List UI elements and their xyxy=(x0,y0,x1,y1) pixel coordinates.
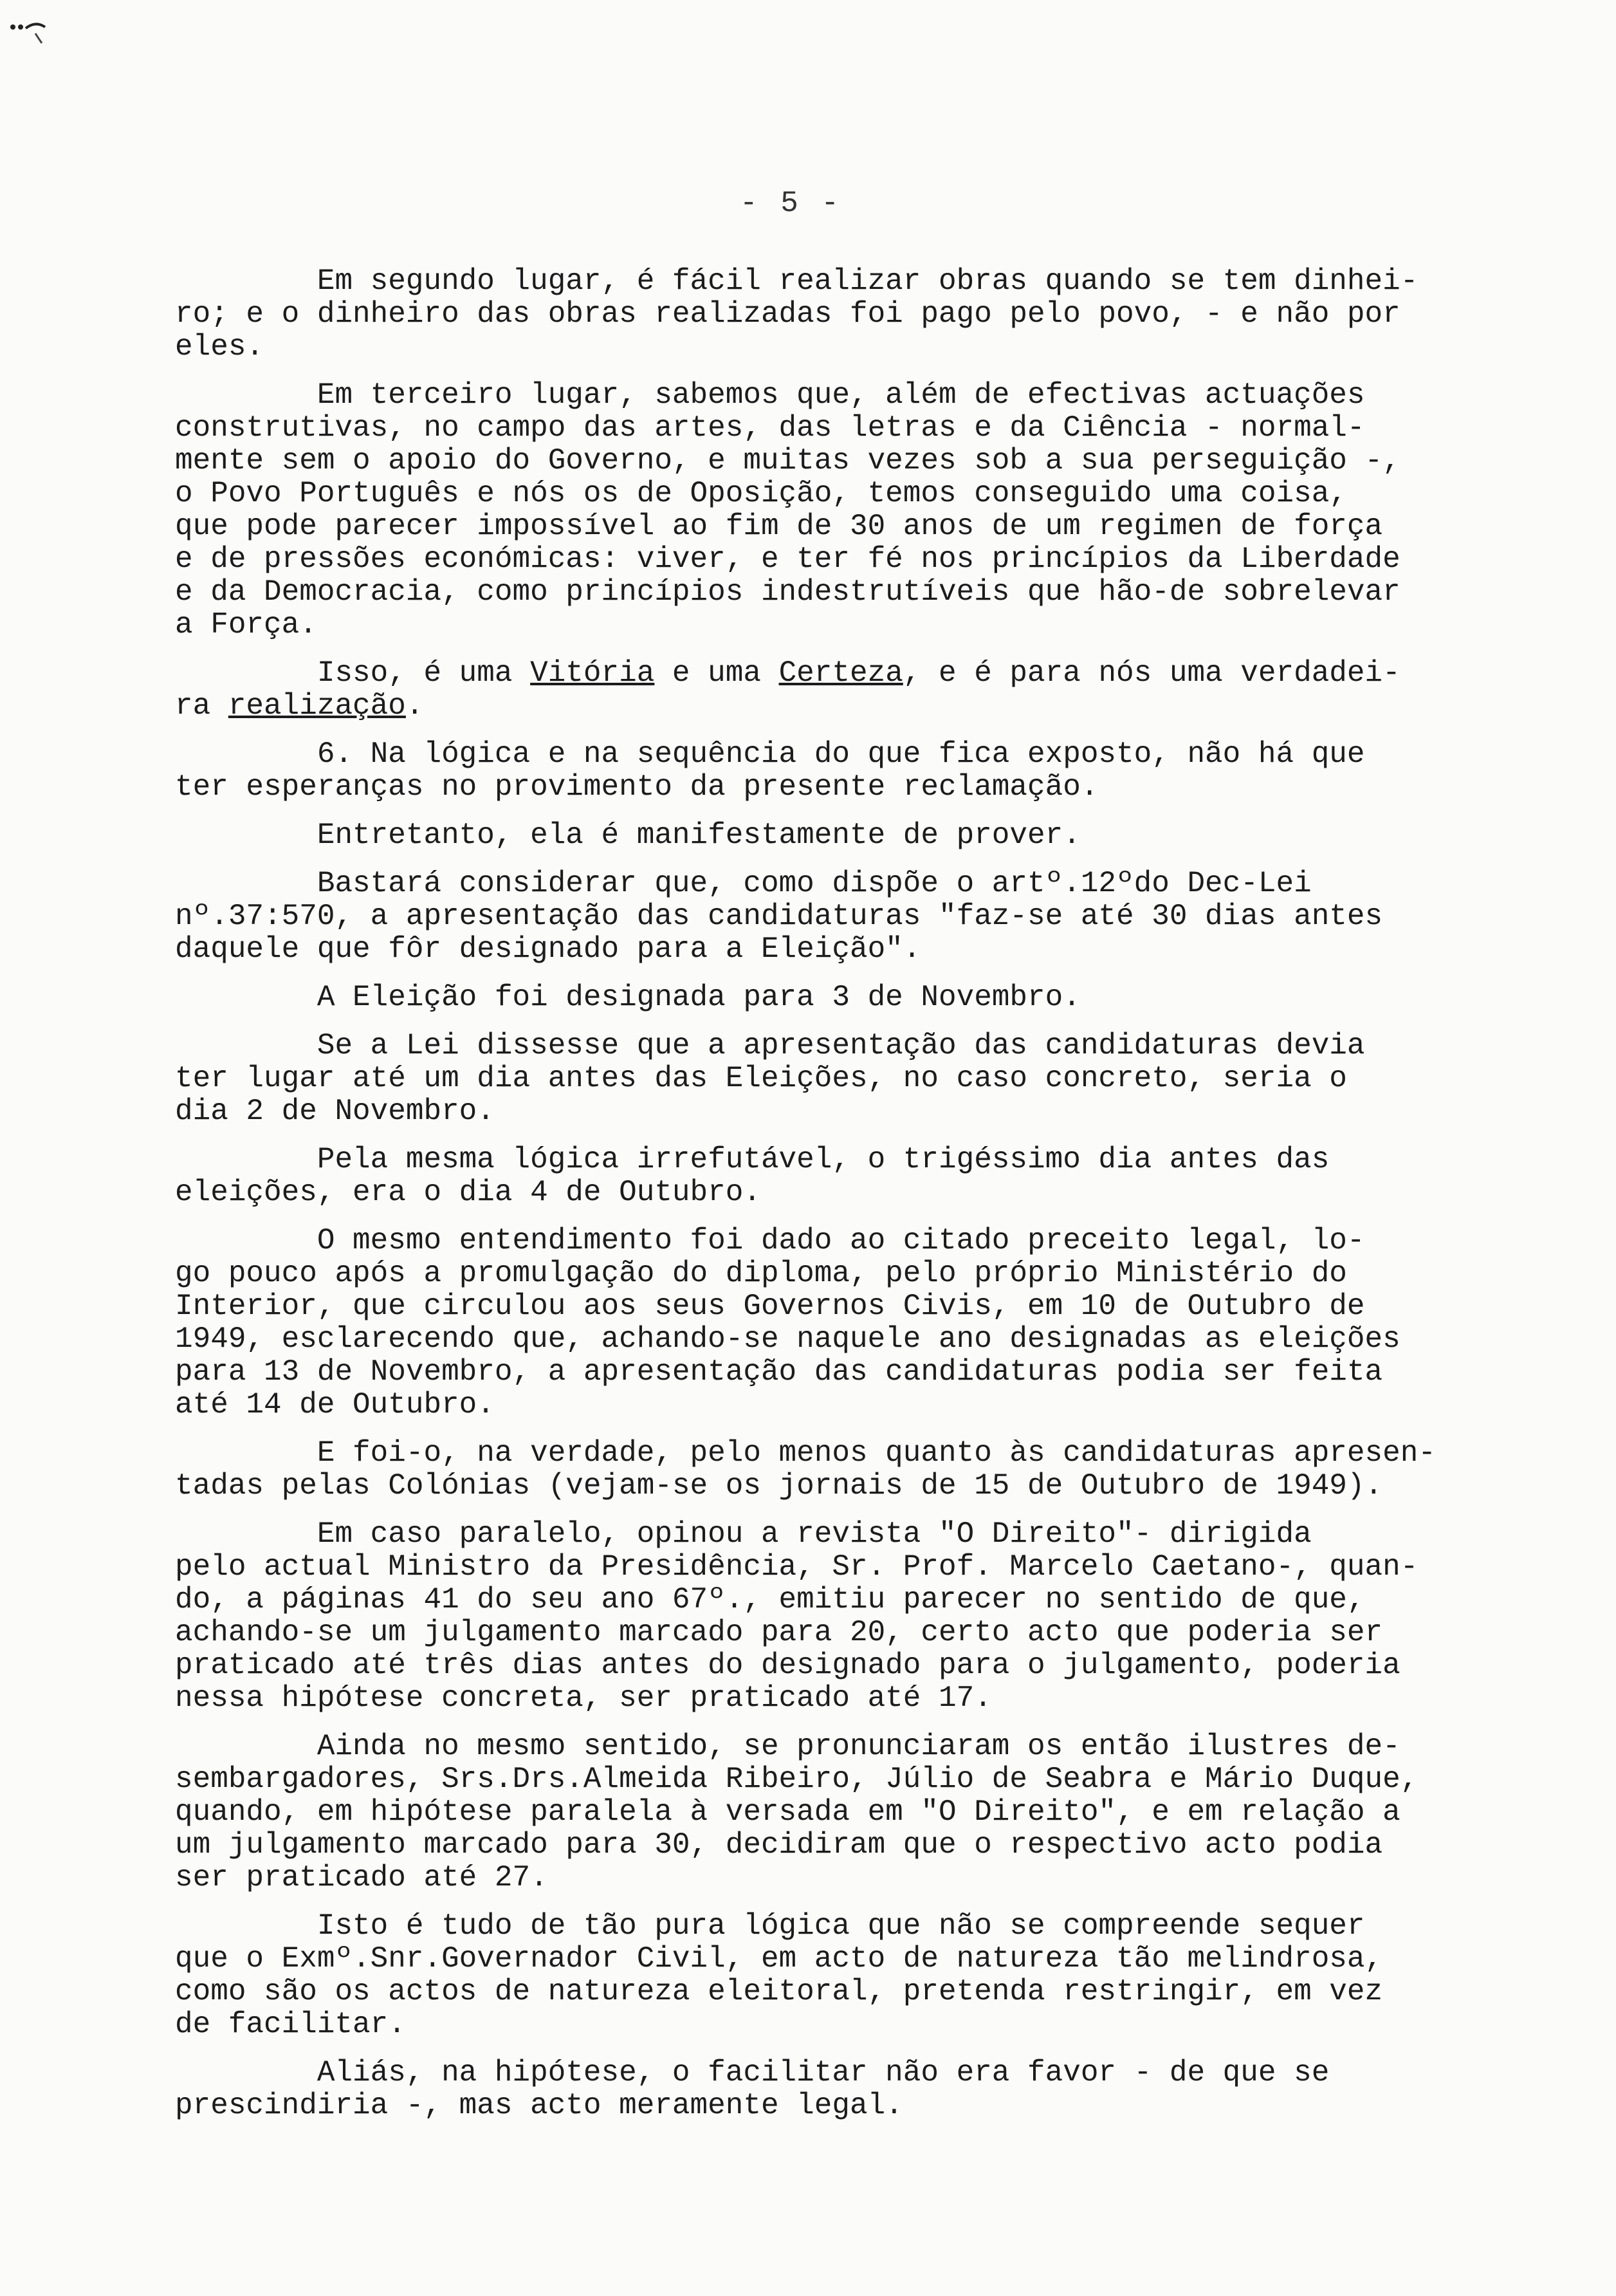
text-line: pelo actual Ministro da Presidência, Sr. Prof. Marcelo Caetano-, quan- xyxy=(175,1550,1419,1584)
text-line: quando, em hipótese paralela à versada em "O Direito", e em relação a xyxy=(175,1795,1400,1829)
paragraph xyxy=(175,1030,1590,1128)
text-line: go pouco após a promulgação do diploma, pelo próprio Ministério do xyxy=(175,1257,1347,1290)
underlined-word: Certeza xyxy=(778,656,903,690)
paragraph xyxy=(175,1730,1590,1894)
text-line: mente sem o apoio do Governo, e muitas vezes sob a sua perseguição -, xyxy=(175,444,1400,477)
text-line: e de pressões económicas: viver, e ter fé nos princípios da Liberdade xyxy=(175,542,1400,576)
underlined-word: realização xyxy=(228,689,406,723)
paragraph xyxy=(175,265,1590,364)
text-line: até 14 de Outubro. xyxy=(175,1388,495,1421)
text-line: o Povo Português e nós os de Oposição, temos conseguido uma coisa, xyxy=(175,477,1347,510)
text-line: prescindiria -, mas acto meramente legal. xyxy=(175,2089,903,2122)
document-body xyxy=(175,265,1590,2138)
text-line: ser praticado até 27. xyxy=(175,1861,548,1894)
text-line: Em caso paralelo, opinou a revista "O Direito"- dirigida xyxy=(175,1517,1312,1551)
text-segment: Isso, é uma xyxy=(175,656,531,690)
text-line: de facilitar. xyxy=(175,2008,406,2041)
paragraph xyxy=(175,2057,1590,2122)
text-line: eles. xyxy=(175,330,264,364)
text-line: Interior, que circulou aos seus Governos Civis, em 10 de Outubro de xyxy=(175,1290,1365,1323)
text-line: daquele que fôr designado para a Eleição". xyxy=(175,932,921,966)
text-line: um julgamento marcado para 30, decidiram que o respectivo acto podia xyxy=(175,1828,1383,1862)
text-line: eleições, era o dia 4 de Outubro. xyxy=(175,1176,761,1209)
text-line: a Força. xyxy=(175,608,317,642)
paragraph xyxy=(175,1518,1590,1715)
text-line: que pode parecer impossível ao fim de 30 anos de um regimen de força xyxy=(175,510,1383,543)
text-line: O mesmo entendimento foi dado ao citado preceito legal, lo- xyxy=(175,1224,1365,1257)
text-line: nº.37:570, a apresentação das candidaturas "faz-se até 30 dias antes xyxy=(175,900,1383,933)
text-line: 1949, esclarecendo que, achando-se naquele ano designadas as eleições xyxy=(175,1322,1400,1356)
text-segment: , e é para nós uma verdadei- xyxy=(903,656,1400,690)
text-segment: e uma xyxy=(654,656,779,690)
text-line: praticado até três dias antes do designado para o julgamento, poderia xyxy=(175,1649,1400,1682)
text-line: Entretanto, ela é manifestamente de prover. xyxy=(175,819,1081,852)
text-line: Em terceiro lugar, sabemos que, além de efectivas actuações xyxy=(175,378,1365,412)
paragraph xyxy=(175,819,1590,852)
text-line: Pela mesma lógica irrefutável, o trigéssimo dia antes das xyxy=(175,1143,1330,1176)
text-line: Isto é tudo de tão pura lógica que não se compreende sequer xyxy=(175,1909,1365,1943)
paragraph xyxy=(175,1143,1590,1209)
paragraph xyxy=(175,1437,1590,1503)
text-segment: ra xyxy=(175,689,228,723)
paragraph xyxy=(175,1910,1590,2041)
text-line: nessa hipótese concreta, ser praticado até 17. xyxy=(175,1681,992,1715)
text-line: do, a páginas 41 do seu ano 67º., emitiu parecer no sentido de que, xyxy=(175,1583,1365,1616)
text-line: Se a Lei dissesse que a apresentação das candidaturas devia xyxy=(175,1029,1365,1062)
corner-scribble-icon xyxy=(6,8,51,53)
paragraph xyxy=(175,738,1590,804)
text-line: ro; e o dinheiro das obras realizadas foi pago pelo povo, - e não por xyxy=(175,297,1400,331)
text-line: sembargadores, Srs.Drs.Almeida Ribeiro, Júlio de Seabra e Mário Duque, xyxy=(175,1763,1419,1796)
text-line: achando-se um julgamento marcado para 20, certo acto que poderia ser xyxy=(175,1616,1383,1649)
text-line: tadas pelas Colónias (vejam-se os jornais de 15 de Outubro de 1949). xyxy=(175,1469,1383,1503)
text-line: ter lugar até um dia antes das Eleições, no caso concreto, seria o xyxy=(175,1062,1347,1095)
text-line: Aliás, na hipótese, o facilitar não era favor - de que se xyxy=(175,2056,1330,2089)
text-line: ter esperanças no provimento da presente reclamação. xyxy=(175,770,1099,804)
text-line: Ainda no mesmo sentido, se pronunciaram os então ilustres de- xyxy=(175,1730,1400,1763)
text-line xyxy=(175,657,1590,690)
text-line xyxy=(175,690,1590,723)
text-segment: . xyxy=(405,689,424,723)
paragraph xyxy=(175,867,1590,966)
text-line: dia 2 de Novembro. xyxy=(175,1095,495,1128)
text-line: Bastará considerar que, como dispõe o artº.12ºdo Dec-Lei xyxy=(175,867,1312,900)
underlined-word: Vitória xyxy=(530,656,655,690)
page-number: - 5 - xyxy=(740,187,842,220)
text-line: como são os actos de natureza eleitoral, pretenda restringir, em vez xyxy=(175,1975,1383,2008)
paragraph xyxy=(175,981,1590,1014)
text-line: Em segundo lugar, é fácil realizar obras quando se tem dinhei- xyxy=(175,264,1419,298)
text-line: E foi-o, na verdade, pelo menos quanto às candidaturas apresen- xyxy=(175,1436,1436,1470)
text-line: construtivas, no campo das artes, das letras e da Ciência - normal- xyxy=(175,411,1365,445)
paragraph xyxy=(175,657,1590,723)
paragraph xyxy=(175,1225,1590,1421)
paragraph xyxy=(175,379,1590,642)
text-line: e da Democracia, como princípios indestrutíveis que hão-de sobrelevar xyxy=(175,575,1400,609)
text-line: para 13 de Novembro, a apresentação das candidaturas podia ser feita xyxy=(175,1355,1383,1389)
text-line: que o Exmº.Snr.Governador Civil, em acto de natureza tão melindrosa, xyxy=(175,1942,1383,1976)
text-line: A Eleição foi designada para 3 de Novembro. xyxy=(175,981,1081,1014)
text-line: 6. Na lógica e na sequência do que fica exposto, não há que xyxy=(175,737,1365,771)
